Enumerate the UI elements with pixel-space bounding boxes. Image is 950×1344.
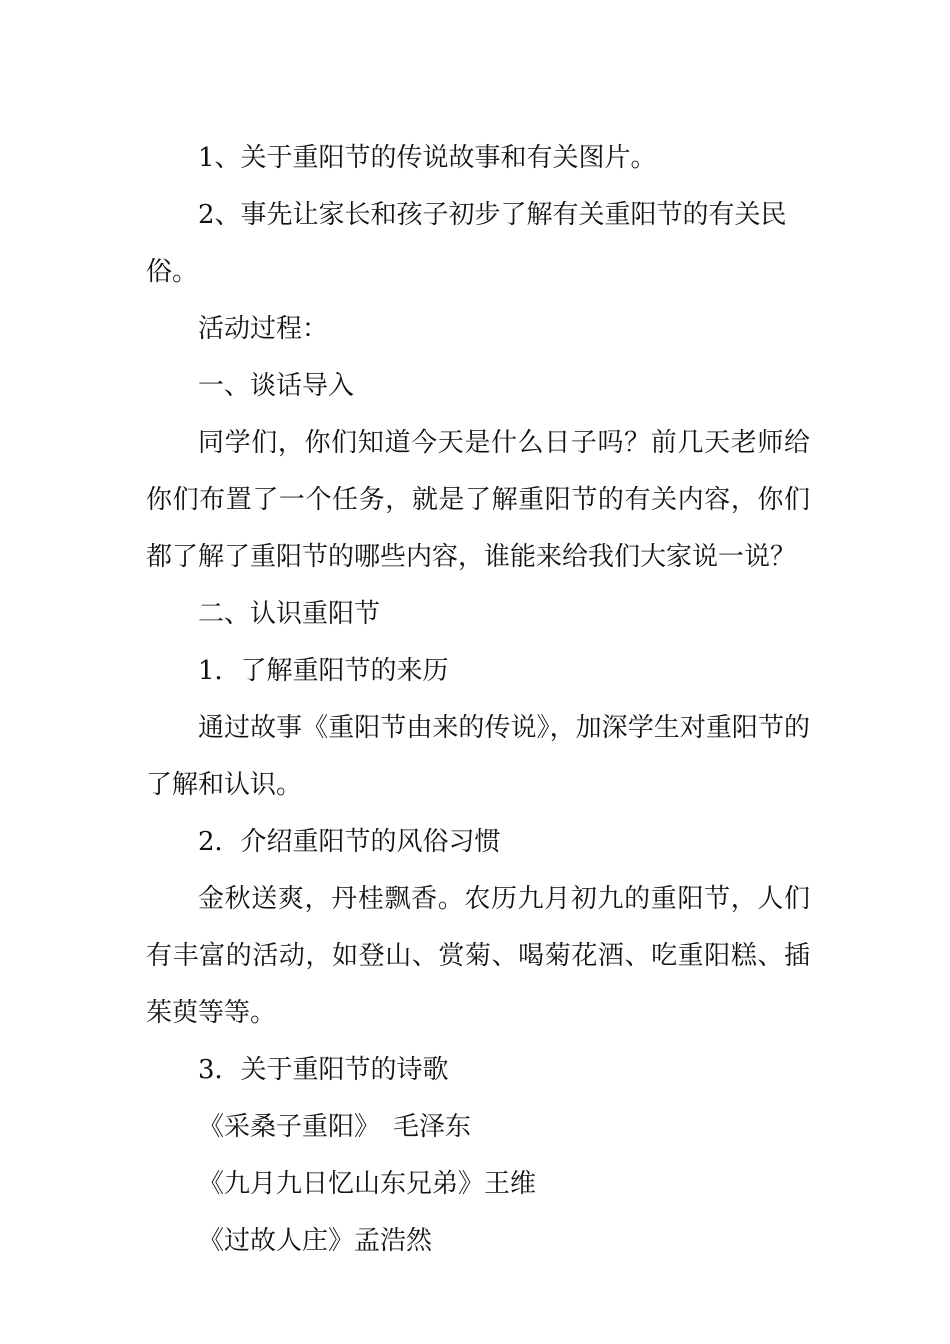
paragraph-intro: 同学们，你们知道今天是什么日子吗？前几天老师给你们布置了一个任务，就是了解重阳节的有关内容，你们都了解了重阳节的哪些内容，谁能来给我们大家说一说？ — [146, 428, 810, 572]
section-heading-activity-process: 活动过程： — [198, 314, 329, 344]
poem-item-1: 《采桑子重阳》 毛泽东 — [198, 1112, 472, 1142]
poem-item-3: 《过故人庄》孟浩然 — [198, 1226, 433, 1256]
material-item-2: 2、事先让家长和孩子初步了解有关重阳节的有关民俗。 — [146, 200, 787, 287]
paragraph-customs: 金秋送爽，丹桂飘香。农历九月初九的重阳节，人们有丰富的活动，如登山、赏菊、喝菊花酒、吃重阳糕、插茱萸等等。 — [146, 884, 810, 1028]
subheading-customs: 2．介绍重阳节的风俗习惯 — [198, 827, 501, 857]
document-body — [146, 130, 810, 1270]
section-heading-intro: 一、谈话导入 — [198, 371, 355, 401]
poem-item-2: 《九月九日忆山东兄弟》王维 — [198, 1169, 537, 1199]
subheading-origin: 1．了解重阳节的来历 — [198, 656, 449, 686]
material-item-1: 1、关于重阳节的传说故事和有关图片。 — [198, 143, 657, 173]
paragraph-origin: 通过故事《重阳节由来的传说》，加深学生对重阳节的了解和认识。 — [146, 713, 810, 800]
subheading-poems: 3．关于重阳节的诗歌 — [198, 1055, 449, 1085]
section-heading-know-festival: 二、认识重阳节 — [198, 599, 381, 629]
